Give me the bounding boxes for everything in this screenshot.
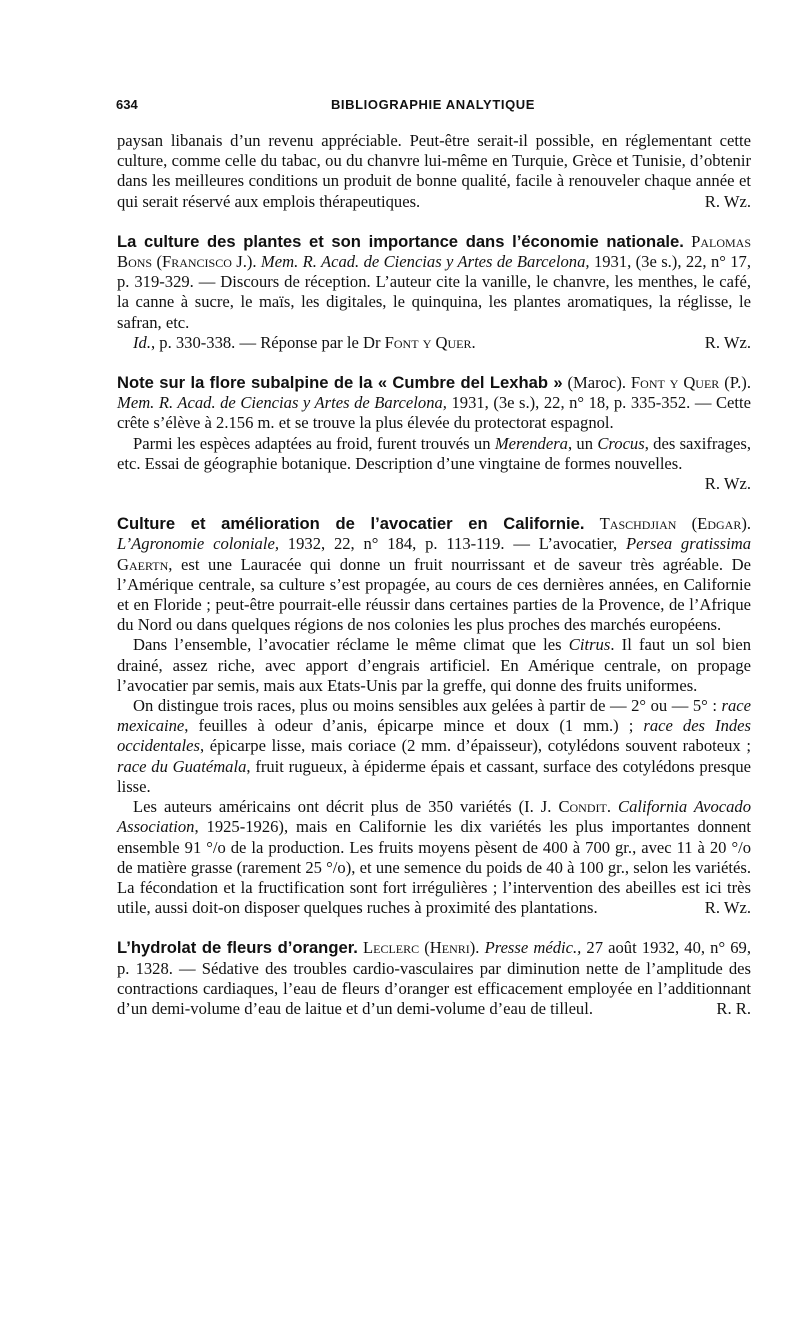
entry-author-given: (Edgar). (691, 514, 751, 534)
body-text: . Il faut un sol bien drainé, assez riche, avec apport d’engrais artificiel. En Amérique centrale, on propage l’avocatier par semis, mais aux Etats-Unis par la greffe, qui donne des fruits uniformes. (117, 635, 751, 695)
race-name: race mexicaine (117, 696, 751, 736)
reply-author: Font y Quer. (384, 332, 476, 352)
cited-author: Condit. (558, 797, 611, 817)
page-body (117, 131, 751, 1019)
page-number: 634 (116, 97, 138, 112)
species-author: Gaertn, (117, 554, 173, 574)
genus-name: Crocus (597, 433, 645, 453)
entry-author-given: (P.). (724, 373, 751, 393)
body-text: , fruit rugueux, à épiderme épais et cassant, surface des cotylédons presque lisse. (117, 756, 751, 796)
cited-source: California Avocado Association (117, 797, 751, 837)
entry-author: Leclerc (362, 938, 420, 958)
entry-author: Font y Quer (630, 373, 720, 393)
entry-culture-plantes (117, 232, 751, 353)
intro-paragraph (117, 131, 751, 212)
entry-title: L’hydrolat de fleurs d’oranger. (117, 938, 358, 958)
race-name: race du Guatémala (117, 756, 247, 776)
entry-citation: 27 août 1932, 40, n° 69, p. 1328. — Sédative des troubles cardio-vasculaires par diminution nette de l’amplitude des contractions cardiaques, l’eau de fleurs d’oranger est efficacement employée en l’additionnant d’un demi-volume d’eau de laitue et d’un demi-volume d’eau de tilleul. (117, 938, 751, 1018)
entry-signature: R. Wz. (704, 332, 751, 352)
entry-author: Palomas Bons (117, 231, 751, 272)
entry-author-given: (Francisco J.). (156, 252, 257, 272)
entry-citation: 1932, 22, n° 184, p. 113-119. — L’avocatier, (287, 534, 618, 554)
page-header (113, 97, 753, 123)
body-text: , feuilles à odeur d’anis, épicarpe mince et doux (1 mm.) ; (184, 716, 634, 736)
entry-source: Presse médic., (484, 938, 582, 958)
running-head: BIBLIOGRAPHIE ANALYTIQUE (330, 97, 536, 112)
reply-text: , p. 330-338. — Réponse par le Dr (150, 332, 381, 352)
body-text: Dans l’ensemble, l’avocatier réclame le même climat que les (133, 635, 562, 655)
genus-name: Citrus (568, 635, 611, 655)
entry-paragraph (117, 938, 751, 1019)
entry-title-suffix: (Maroc). (567, 373, 626, 393)
species-name: Persea gratissima (626, 534, 751, 554)
entry-signature: R. R. (716, 998, 751, 1018)
entry-title: La culture des plantes et son importance dans l’économie nationale. (117, 231, 684, 251)
entry-source: Mem. R. Acad. de Ciencias y Artes de Barcelona, (260, 252, 590, 272)
entry-source: L’Agronomie coloniale, (117, 534, 279, 554)
race-name: race des Indes occidentales (117, 716, 751, 756)
entry-author-given: (Henri). (424, 938, 480, 958)
entry-paragraph (117, 373, 751, 434)
entry-title: Culture et amélioration de l’avocatier en Californie. (117, 514, 585, 534)
body-text: , des saxifrages, etc. Essai de géographie botanique. Description d’une vingtaine de formes nouvelles. (117, 433, 752, 473)
entry-source: Mem. R. Acad. de Ciencias y Artes de Barcelona, (117, 393, 447, 413)
body-text: , épicarpe lisse, mais coriace (2 mm. d’épaisseur), cotylédons souvent raboteux ; (199, 736, 751, 756)
intro-text: paysan libanais d’un revenu appréciable. Peut-être serait-il possible, en réglementant cette culture, comme celle du tabac, ou du chanvre lui-même en Turquie, Grèce et Tunisie, d’obtenir dans les meilleures conditions un produit de bonne qualité, facile à renouveler chaque année et qui serait réservé aux emplois thérapeutiques. (117, 131, 751, 211)
body-text: est une Lauracée qui donne un fruit nourrissant et de saveur très agréable. De l’Amérique centrale, sa culture s’est propagée, au cours de ces dernières années, en Californie et en Floride ; peut-être pourrait-elle réussir dans certaines parties de la Provence, de l’Afrique du Nord ou dans quelques régions de nos colonies les plus proches des marchés européens. (117, 554, 752, 635)
entry-body-paragraph (117, 433, 752, 494)
body-text: On distingue trois races, plus ou moins sensibles aux gelées à partir de — 2° ou — 5° : (133, 696, 717, 716)
entry-reply-paragraph (117, 333, 751, 353)
body-text: , 1925-1926), mais en Californie les dix variétés les plus importantes donnent ensemble 91 °/o de la production. Les fruits moyens pèsent de 400 à 700 gr., avec 11 à 20 °/o de matière grasse (rarement 25 °/o), et une semence du poids de 40 à 100 gr., selon les variétés. La fécondation et la fructification sont fort irrégulières ; l’intervention des abeilles est ici très utile, aussi doit-on disposer quelques ruches à proximité des plantations. (117, 817, 751, 918)
entry-body-paragraph (117, 696, 751, 797)
entry-citation: 1931, (3e s.), 22, n° 17, p. 319-329. — Discours de réception. L’auteur cite la vanille, le chanvre, les menthes, le café, la canne à sucre, le maïs, les digitales, le quinquina, les plantes aromatiques, la réglisse, le safran, etc. (117, 252, 751, 332)
entry-hydrolat (117, 938, 751, 1019)
body-text: , un (567, 433, 594, 453)
entry-title: Note sur la flore subalpine de la « Cumbre del Lexhab » (117, 373, 563, 393)
entry-signature: R. Wz. (704, 898, 751, 918)
genus-name: Merendera (494, 433, 568, 453)
entry-paragraph (117, 232, 751, 333)
intro-signature: R. Wz. (704, 191, 751, 211)
entry-paragraph (117, 514, 751, 635)
entry-body-paragraph (117, 797, 751, 918)
id-label: Id. (133, 332, 151, 352)
entry-avocatier (117, 514, 751, 918)
entry-citation: 1931, (3e s.), 22, n° 18, p. 335-352. — Cette crête s’élève à 2.156 m. et se trouve la plus élevée du protectorat espagnol. (117, 393, 751, 433)
entry-author: Taschdjian (599, 514, 677, 534)
entry-flore-subalpine (117, 373, 751, 494)
body-text: Les auteurs américains ont décrit plus de 350 variétés (I. J. (133, 797, 552, 817)
body-text: Parmi les espèces adaptées au froid, furent trouvés un (133, 433, 491, 453)
entry-signature: R. Wz. (704, 474, 751, 494)
entry-body-paragraph (117, 635, 751, 696)
